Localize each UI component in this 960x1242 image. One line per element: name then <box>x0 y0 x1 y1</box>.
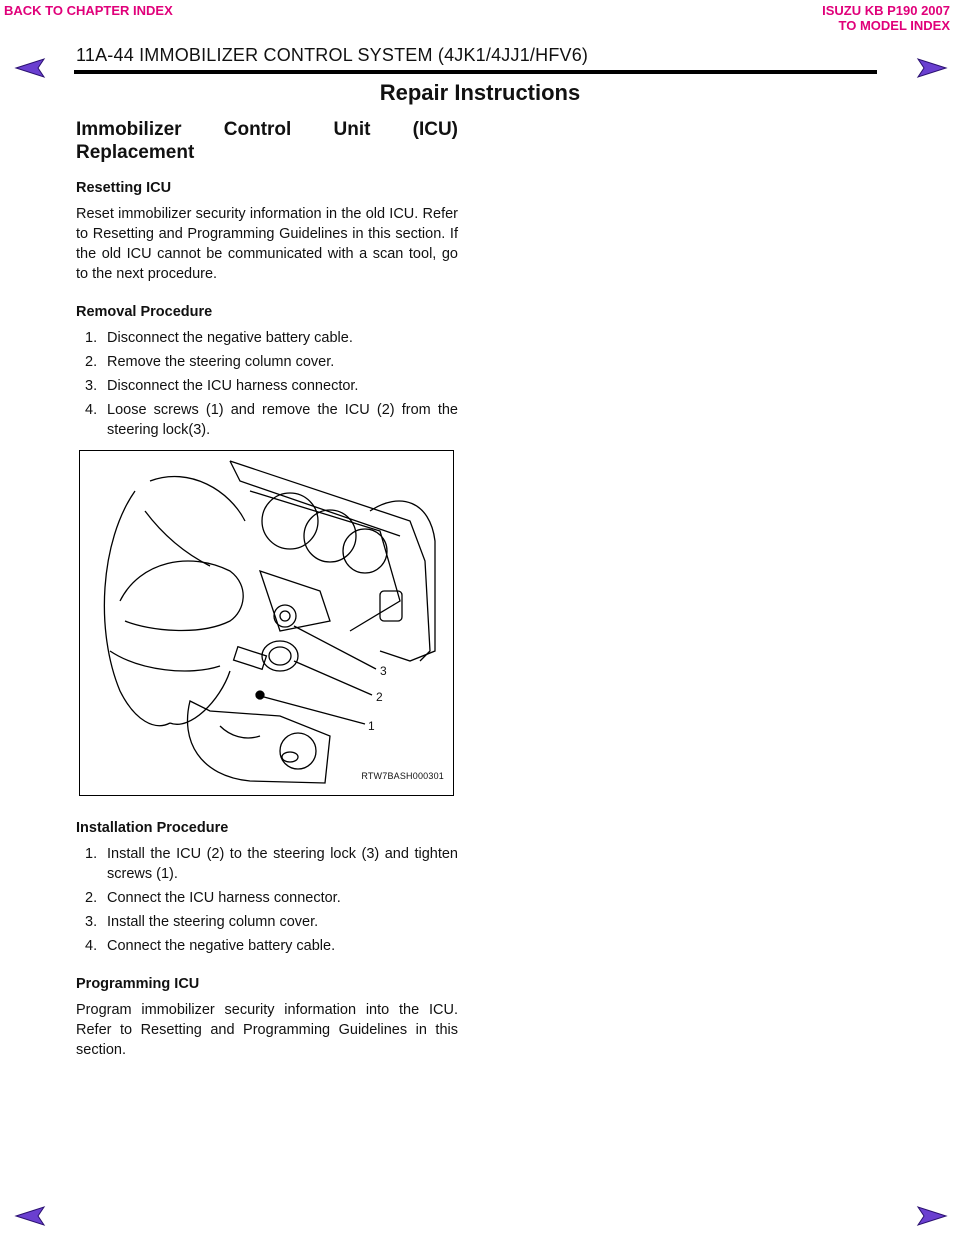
figure-id: RTW7BASH000301 <box>361 771 444 781</box>
prev-page-arrow-bottom-icon[interactable] <box>14 1204 50 1228</box>
back-to-chapter-index-link[interactable]: BACK TO CHAPTER INDEX <box>4 3 173 18</box>
list-item: 4. Loose screws (1) and remove the ICU (2) from the steering lock(3). <box>85 402 458 438</box>
page-header-title: 11A-44 IMMOBILIZER CONTROL SYSTEM (4JK1/4JJ1/HFV6) <box>76 45 589 65</box>
header-divider <box>74 70 877 74</box>
installation-steps <box>76 844 458 956</box>
programming-title: Programming ICU <box>76 976 200 992</box>
removal-steps <box>76 328 458 440</box>
list-item: 2. Connect the ICU harness connector. <box>85 890 341 906</box>
resetting-title: Resetting ICU <box>76 180 172 196</box>
steering-column-illustration <box>80 451 453 795</box>
callout-3: 3 <box>380 664 387 678</box>
callout-2: 2 <box>376 690 383 704</box>
prev-page-arrow-icon[interactable] <box>14 56 50 80</box>
installation-title: Installation Procedure <box>76 820 229 836</box>
to-model-index-link[interactable]: TO MODEL INDEX <box>838 18 950 33</box>
list-item: 3. Install the steering column cover. <box>85 914 319 930</box>
list-item: 4. Connect the negative battery cable. <box>85 938 336 954</box>
next-page-arrow-icon[interactable] <box>912 56 948 80</box>
list-item: 1. Disconnect the negative battery cable. <box>85 330 353 346</box>
list-item: 2. Remove the steering column cover. <box>85 354 335 370</box>
content-column <box>76 118 458 1078</box>
section-heading-cont: Replacement <box>76 142 195 163</box>
model-title-link[interactable]: ISUZU KB P190 2007 <box>822 3 950 18</box>
icu-removal-figure <box>79 450 454 796</box>
list-item: 1. Install the ICU (2) to the steering lock (3) and tighten screws (1). <box>85 846 458 882</box>
resetting-text: Reset immobilizer security information in the old ICU. Refer to Resetting and Programming Guidelines in this section. If the old ICU cannot be communicated with a scan tool, go to the next procedure. <box>76 206 458 282</box>
list-item: 3. Disconnect the ICU harness connector. <box>85 378 359 394</box>
removal-title: Removal Procedure <box>76 304 213 320</box>
page-title: Repair Instructions <box>379 80 581 105</box>
section-heading: Immobilizer Control Unit (ICU) <box>76 119 458 140</box>
callout-1: 1 <box>368 719 375 733</box>
next-page-arrow-bottom-icon[interactable] <box>912 1204 948 1228</box>
model-nav <box>822 3 950 33</box>
programming-text: Program immobilizer security information into the ICU. Refer to Resetting and Programming Guidelines in this section. <box>76 1002 458 1058</box>
